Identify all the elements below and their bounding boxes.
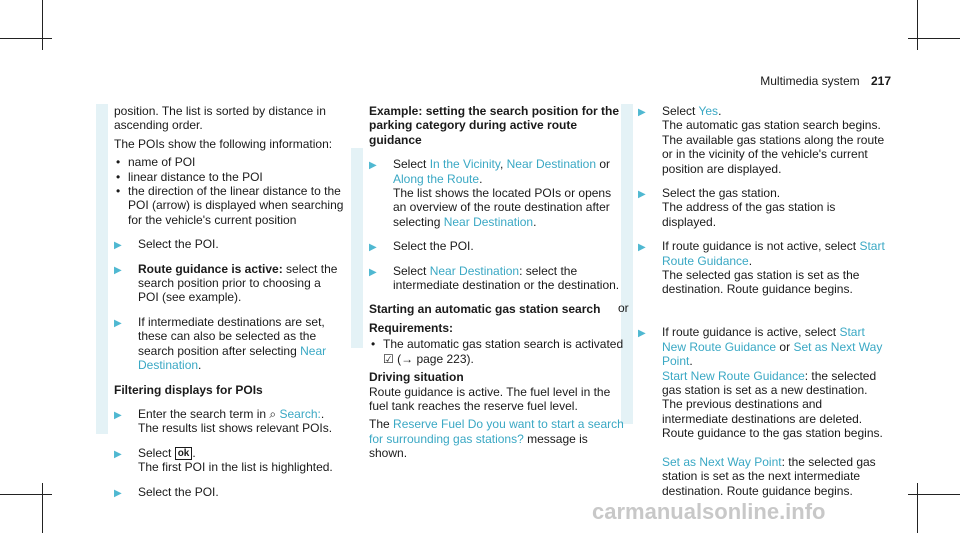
arrow-icon: ▶ [369,266,377,278]
requirements-label: Requirements: [369,320,454,335]
checkbox-icon: ☑ [383,351,394,366]
step: ▶ Select Yes. The automatic gas station search begins. The available gas stations along the route or in the vicinity of the vehicle's current position are displayed. [638,104,885,176]
driving-heading: Driving situation [369,370,464,385]
page-header [760,74,891,88]
arrow-icon: ▶ [638,328,646,340]
margin-bar [96,104,108,434]
step: ▶ If intermediate destinations are set, these can also be selected as the search position after selecting Near Destination. [114,314,327,373]
arrow-icon: ▶ [114,317,122,329]
list-item: • the direction of the linear distance to the POI (arrow) is displayed when searching for the vehicle's current position [116,184,344,227]
crop-mark [908,38,960,39]
arrow-icon: ▶ [638,107,646,118]
arrow-icon: ▶ [369,242,377,254]
arrow-icon: ▶ [369,160,377,172]
step: ▶ If route guidance is active, select Start New Route Guidance or Set as Next Way Point. Start New Route Guidance: the selected gas station is set as a new destination. The previous destinations and intermediate destinations are deleted. Route guidance to the gas station begins. Set as Next Way Point: the selected gas station is set as the next intermediate destination. Route guidance begins. [638,325,883,498]
step: ▶ Enter the search term in ⌕ Search:. The results list shows relevant POIs. [114,406,333,436]
crop-mark [0,494,52,495]
section-heading: Starting an automatic gas station search [369,302,601,317]
crop-mark [917,0,918,50]
section-title: Multimedia system [760,74,860,88]
list-item: • The automatic gas station search is activated ☑ (→ page 223). [371,337,624,366]
paragraph: The POIs show the following information: [114,136,333,151]
or-text: or [618,300,629,315]
list-item: • name of POI [116,155,196,170]
search-icon: ⌕ [269,406,277,421]
arrow-icon: ▶ [114,264,122,276]
column-1 [114,104,344,499]
step: ▶ Route guidance is active: select the search position prior to choosing a POI (see example). [114,261,338,305]
step: ▶ Select the POI. [369,239,624,253]
example-heading: Example: setting the search position for the parking category during active route guidance [369,104,620,147]
arrow-icon: ▶ [114,409,122,421]
list-item: • linear distance to the POI [116,169,263,184]
paragraph: Route guidance is active. The fuel level in the fuel tank reaches the reserve fuel level. [369,384,611,413]
watermark: carmanualsonline.info [592,499,826,524]
crop-mark [917,483,918,533]
crop-mark [42,483,43,533]
margin-bar [351,148,363,348]
arrow-icon: ▶ [114,240,122,252]
section-heading: Filtering displays for POIs [114,382,263,397]
column-2 [369,104,624,465]
arrow-icon: ▶ [638,242,646,254]
step: ▶ Select the POI. [114,485,344,499]
near-destination-link: Near Destination [138,343,327,373]
step: ▶ Select the gas station. The address of the gas station is displayed. [638,186,836,229]
arrow-icon: ▶ [114,487,122,499]
paragraph: position. The list is sorted by distance in ascending order. [114,104,326,133]
crop-mark [0,38,52,39]
paragraph: The Reserve Fuel Do you want to start a search for surrounding gas stations? message is shown. [369,417,624,461]
bullet-list [114,155,344,227]
arrow-icon: ▶ [114,448,122,460]
step: ▶ If route guidance is not active, select Start Route Guidance. The selected gas station is set as the destination. Route guidance begins. [638,239,885,297]
step: ▶ Select the POI. [114,237,344,251]
crop-mark [42,0,43,50]
column-3 [618,104,888,498]
arrow-icon: ▶ [638,189,646,201]
ok-icon: ok [175,447,193,460]
step: ▶ Select In the Vicinity, Near Destination or Along the Route. The list shows the located POIs or opens an overview of the route destination after selecting Near Destination. [369,157,612,229]
bullet-list [369,337,624,366]
step: ▶ Select Near Destination: select the intermediate destination or the destination. [369,263,620,293]
page-number: 217 [870,74,891,88]
crop-mark [908,494,960,495]
step: ▶ Select ok . The first POI in the list is highlighted. [114,445,333,475]
